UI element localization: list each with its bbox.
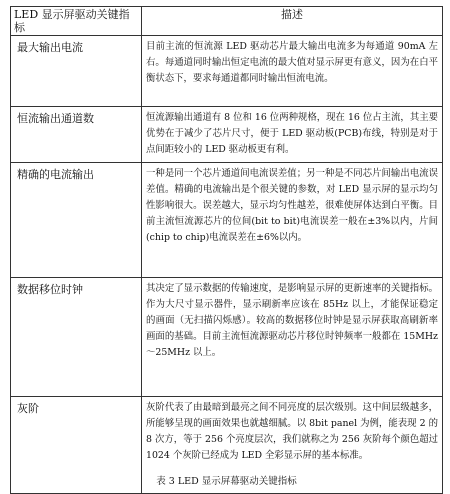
- document: [10, 6, 443, 494]
- table-header-row: [11, 7, 443, 36]
- header-indicator: LED 显示屏驱动关键指标: [11, 7, 142, 36]
- row-description: 其决定了显示数据的传输速度，是影响显示屏的更新速率的关键指标。作为大尺寸显示器件，显示刷新率应该在 85Hz 以上，才能保证稳定的画面（无扫描闪烁感）。较高的数据移位时钟是显示屏获取高刷新率画面的基础。目前主流恒流源驱动芯片移位时钟频率一般都在 15MHz～25MHz 以上。: [142, 277, 443, 396]
- row-label: 最大输出电流: [11, 36, 142, 107]
- table-row: [11, 277, 443, 396]
- row-description: 灰阶代表了由最暗到最亮之间不同亮度的层次级别。这中间层级越多，所能够呈现的画面效果也就越细腻。以 8bit panel 为例，能表现 2 的 8 次方，等于 256 个亮度层次，我们就称之为 256 灰阶每个颜色超过 1024 个灰阶已经成为 LED 全彩显示屏的基本标准。: [142, 396, 443, 493]
- table-row: [11, 162, 443, 277]
- table-row: [11, 36, 443, 107]
- table-row: [11, 107, 443, 163]
- row-description: 恒流源输出通道有 8 位和 16 位两种规格，现在 16 位占主流，其主要优势在于减少了芯片尺寸，便于 LED 驱动板(PCB)布线，特别是对于点间距较小的 LED 驱动板更有利。: [142, 107, 443, 163]
- row-label: 精确的电流输出: [11, 162, 142, 277]
- header-description: 描述: [142, 7, 443, 36]
- row-label: 恒流输出通道数: [11, 107, 142, 163]
- indicator-table: [10, 6, 443, 494]
- row-description: 目前主流的恒流源 LED 驱动芯片最大输出电流多为每通道 90mA 左右。每通道同时输出恒定电流的最大值对显示屏更有意义，因为在白平衡状态下，要求每通道都同时输出恒流电流。: [142, 36, 443, 107]
- row-description: 一种是同一个芯片通道间电流误差值；另一种是不同芯片间输出电流误差值。精确的电流输出是个很关键的参数，对 LED 显示屏的显示均匀性影响很大。误差越大，显示均匀性越差，很难使屏体达到白平衡。目前主流恒流源芯片的位间(bit to bit)电流误差一般在±3%以内，片间(chip to chip)电流误差在±6%以内。: [142, 162, 443, 277]
- row-label: 数据移位时钟: [11, 277, 142, 396]
- row-label: 灰阶: [11, 396, 142, 493]
- table-caption: 表 3 LED 显示屏幕驱动关键指标: [156, 476, 297, 487]
